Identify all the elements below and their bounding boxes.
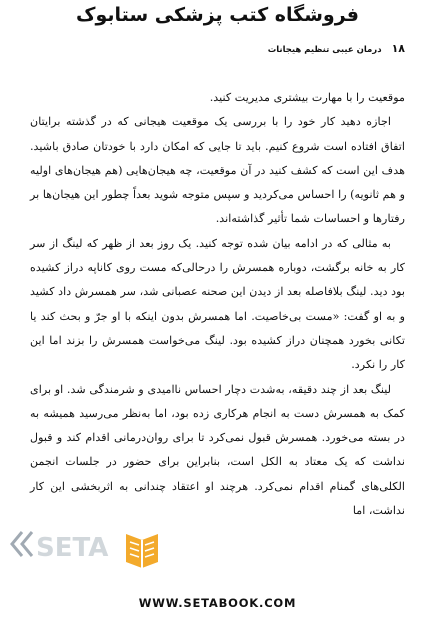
running-head [14, 42, 405, 55]
paragraph: به مثالی که در ادامه بیان شده توجه کنید. یک روز بعد از ظهر که لینگ از سر کار به خانه برگشت، دوباره همسرش را درحالی‌که مست روی کاناپه دراز کشیده بود دید. لینگ بلافاصله بعد از دیدن این صحنه عصبانی شد، سر همسرش داد کشید و به او گفت: «مست بی‌خاصیت. اما همسرش بدون اینکه با او جرّ و بحث کند یا تکانی بخورد همچنان دراز کشیده بود. لینگ می‌خواست همسرش را بزند اما این کار را نکرد. [30, 236, 405, 372]
book-icon [126, 534, 158, 568]
watermark-text: SETA [36, 533, 109, 563]
paragraph: اجازه دهید کار خود را با بررسی یک موقعیت هیجانی که در گذشته برایتان اتفاق افتاده است شروع کنیم. باید تا جایی که امکان دارد با خودتان صادق باشید. هدف این است که کشف کنید در آن موقعیت، چه هیجان‌هایی (هم هیجان‌های اولیه و هم ثانویه) را احساس می‌کردید و سپس متوجه شوید بعداً چطور این هیجان‌ها بر رفتارها و احساسات شما تأثیر گذاشته‌اند. [30, 115, 405, 226]
store-title: فروشگاه کتب پزشکی ستابوک [76, 4, 359, 26]
paragraph: لینگ بعد از چند دقیقه، به‌شدت دچار احساس ناامیدی و شرمندگی شد. او برای کمک به همسرش دست به انجام هرکاری زده بود، اما به‌نظر می‌رسید همیشه به در بسته می‌خورد. همسرش قبول نمی‌کرد تا برای روان‌درمانی اقدام کند و قبول نداشت که یک معتاد به الکل است، بنابراین برای حضور در جلسات انجمن الکلی‌های گمنام اقدام نمی‌کرد. هرچند او اعتقاد چندانی به اثربخشی این کار نداشت، اما [30, 382, 405, 518]
body-text [30, 86, 405, 523]
seta-watermark-logo [8, 518, 178, 580]
chapter-title: درمان عیبی تنظیم هیجانات [267, 45, 382, 55]
chevron-icon [12, 532, 32, 556]
paragraph: موقعیت را با مهارت بیشتری مدیریت کنید. [209, 91, 405, 104]
website-url[interactable]: WWW.SETABOOK.COM [138, 596, 297, 610]
page-number: ۱۸ [391, 42, 405, 55]
